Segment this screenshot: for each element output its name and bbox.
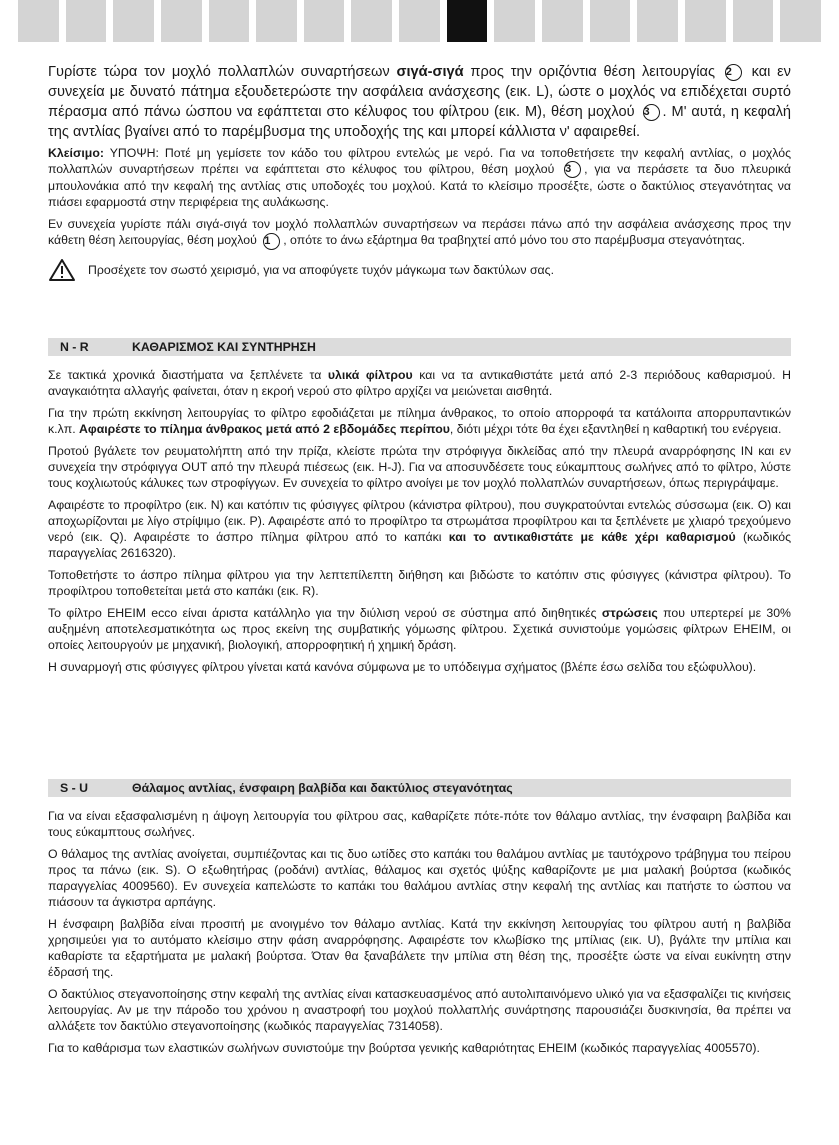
section-code: S - U	[60, 781, 89, 795]
header-tab-active	[447, 0, 488, 42]
warning-notice	[48, 258, 791, 282]
cleaning-section	[48, 367, 791, 681]
header-tab	[542, 0, 583, 42]
closing-paragraph: Κλείσιμο: ΥΠΟΨΗ: Ποτέ μη γεμίσετε τον κάδο του φίλτρου εντελώς με νερό. Για να τοποθετήσετε την κεφαλή αντλίας, ο μοχλός πολλαπλών συναρτήσεων πρέπει να εφάπτεται στο κέλυφος του φίλτρου, θέση μοχλού 3 , για να περάσετε τα δυο πλευρικά μπουλονάκια από την κεφαλή της αντλίας στις υποδοχές του μοχλού. Κατά το κλείσιμο προσέξτε, ώστε ο δακτύλιος στεγανότητας να πιάσει εφαρμοστά στην περιφέρεια της αυλάκωσης.	[48, 146, 791, 210]
warning-text: Προσέχετε τον σωστό χειρισμό, για να αποφύγετε τυχόν μάγκωμα των δακτύλων σας.	[88, 262, 554, 277]
pump-paragraph-1: Για να είναι εξασφαλισμένη η άψογη λειτουργία του φίλτρου σας, καθαρίζετε πότε-πότε τον θάλαμο αντλίας, την ένσφαιρη βαλβίδα και τους εύκαμπτους σωλήνες.	[48, 809, 791, 839]
header-tab	[304, 0, 345, 42]
header-tab	[161, 0, 202, 42]
pump-paragraph-3: Η ένσφαιρη βαλβίδα είναι προσιτή με ανοιγμένο τον θάλαμο αντλίας. Κατά την εκκίνηση λειτουργίας του φίλτρου αυτή η βαλβίδα χρησιμεύει για το αυτόματο κλείσιμο στην φάση αναρρόφησης. Αφαιρέστε τον κλωβίσκο της μπίλιας (εικ. U), βγάλτε την μπίλια και καθαρίστε τα εξαρτήματα με μαλακή βούρτσα. Όταν θα ξαναβάλετε την μπίλια στη θέση της, προσέξτε ώστε να είναι ευκίνητη στην έδρασή της.	[48, 917, 791, 979]
intro-section	[48, 62, 791, 282]
header-tab	[399, 0, 440, 42]
pump-paragraph-5: Για το καθάρισμα των ελαστικών σωλήνων συνιστούμε την βούρτσα γενικής καθαριότητας EHEIM (κωδικός παραγγελίας 4005570).	[48, 1041, 760, 1055]
header-tab	[256, 0, 297, 42]
section-header-pump	[48, 779, 791, 797]
cleaning-paragraph-7: Η συναρμογή στις φύσιγγες φίλτρου γίνεται κατά κανόνα σύμφωνα με το υπόδειγμα σχήματος (βλέπε έσω σελίδα του εξώφυλλου).	[48, 660, 757, 674]
header-tab	[685, 0, 726, 42]
position-3-marker: 3	[564, 161, 581, 178]
header-tab	[494, 0, 535, 42]
header-tab	[66, 0, 107, 42]
header-tab	[351, 0, 392, 42]
pump-section	[48, 808, 791, 1062]
warning-icon	[48, 258, 76, 282]
header-tab	[590, 0, 631, 42]
position-3-marker: 3	[643, 104, 660, 121]
intro-paragraph-1: Γυρίστε τώρα τον μοχλό πολλαπλών συναρτήσεων σιγά-σιγά προς την οριζόντια θέση λειτουργίας 2 και εν συνεχεία με δυνατό πάτημα εξουδετερώστε την ασφάλεια ανάσχεσης (εικ. L), ώστε ο μοχλός να επιδέχεται συρτό πέρασμα από πάνω ώσπου να εφάπτεται στο κέλυφος του φίλτρου (εικ. M), θέση μοχλού 3 . Μ' αυτά, η κεφαλή της αντλίας βγαίνει από το παρέμβυσμα της υποδοχής της και μπορεί κάλλιστα ν' αφαιρεθεί.	[48, 64, 791, 140]
cleaning-paragraph-5: Τοποθετήστε το άσπρο πίλημα φίλτρου για την λεπτεπίλεπτη διήθηση και βιδώστε το κατόπιν στις φύσιγγες (κάνιστρα φίλτρου). Το προφίλτρου τοποθετείται μετά στο καπάκι (εικ. R).	[48, 568, 791, 598]
position-1-marker: 1	[263, 233, 280, 250]
section-header-cleaning	[48, 338, 791, 356]
intro-paragraph-3: Εν συνεχεία γυρίστε πάλι σιγά-σιγά τον μοχλό πολλαπλών συναρτήσεων να περάσει πάνω από την ασφάλεια ανάσχεσης προς την κάθετη θέση λειτουργίας, θέση μοχλού 1 , οπότε το άνω εξάρτημα θα τραβηχτεί από μόνο του στο παρέμβυσμα στεγανότητας.	[48, 216, 791, 249]
pump-paragraph-2: Ο θάλαμος της αντλίας ανοίγεται, συμπιέζοντας και τις δυο ωτίδες στο καπάκι του θαλάμου αντλίας με ταυτόχρονο τράβηγμα του πείρου προς τα πάνω (εικ. S). Ο εξωθητήρας (ροδάνι) αντλίας, θάλαμος και σχετός ψύξης καθαρίζοντε με μια μαλακή βούρτσα (κωδικός παραγγελίας 4009560). Εν συνεχεία καπελώστε το καπάκι του θαλάμου αντλίας στην κεφαλή της αντλίας και πατήστε το ώσπου να πιάσουν τα άγκιστρα αρπάγης.	[48, 847, 791, 909]
section-title: ΚΑΘΑΡΙΣΜΟΣ ΚΑΙ ΣΥΝΤΗΡΗΣΗ	[132, 340, 316, 354]
cleaning-paragraph-6: Το φίλτρο EHEIM ecco είναι άριστα κατάλληλο για την διύλιση νερού σε σύστημα από διηθητικές στρώσεις που υπερτερεί με 30% αυξημένη αποτελεσματικότητα ως προς εκείνη της συμβατικής γόμωσης φίλτρου. Σχετικά συνιστούμε γομώσεις φίλτρων EHEIM, οι οποίες λειτουργούν με μηχανική, βιολογική, απορροφητική ή χημική δράση.	[48, 606, 791, 652]
section-code: N - R	[60, 340, 89, 354]
cleaning-paragraph-3: Προτού βγάλετε τον ρευματολήπτη από την πρίζα, κλείστε πρώτα την στρόφιγγα δικλείδας από την πλευρά αναρρόφησης IN και εν συνεχεία την στρόφιγγα OUT από την πλευρά πιέσεως (εικ. H-J). Για να αποσυνδέσετε τους εύκαμπτους σωλήνες από το φίλτρο, λύστε τους κοχλιωτούς κάλυκες των στροφίγγων. Εν συνεχεία το φίλτρο ανοίγει με τον μοχλό πολλαπλών συναρτήσεων, όπως περιγράψαμε.	[48, 444, 791, 490]
header-tab	[780, 0, 821, 42]
cleaning-paragraph-1: Σε τακτικά χρονικά διαστήματα να ξεπλένετε τα υλικά φίλτρου και να τα αντικαθιστάτε μετά από 2-3 περιόδους καθαρισμού. Η αναγκαιότητα αλλαγής φαίνεται, όταν η εκροή νερού στο φίλτρο αρχίζει να μειώνεται αισθητά.	[48, 368, 791, 398]
cleaning-paragraph-2: Για την πρώτη εκκίνηση λειτουργίας το φίλτρο εφοδιάζεται με πίλημα άνθρακος, το οποίο απορροφά τα κατάλοιπα απορρυπαντικών κ.λπ. Αφαιρέστε το πίλημα άνθρακος μετά από 2 εβδομάδες περίπου, διότι μέχρι τότε θα έχει εξαντληθεί η καθαρτική του ενέργεια.	[48, 406, 791, 436]
pump-paragraph-4: Ο δακτύλιος στεγανοποίησης στην κεφαλή της αντλίας είναι κατασκευασμένος από αυτολιπαινόμενο υλικό για να εξασφαλίζει τις κινήσεις λειτουργίας. Αν με την πάροδο του χρόνου η αναστροφή του μοχλού πολλαπλής συνάρτησης παρουσιάζει δυσκινησία, θα πρέπει να αλλάξετε τον δακτύλιο στεγανοποίησης (κωδικός παραγγελίας 7314058).	[48, 987, 791, 1033]
cleaning-paragraph-4: Αφαιρέστε το προφίλτρο (εικ. N) και κατόπιν τις φύσιγγες φίλτρου (κάνιστρα φίλτρου), που συγκρατούνται εντελώς σύσσωμα (εικ. O) και αποχωρίζονται με λίγο στρίψιμο (εικ. P). Αφαιρέστε από το προφίλτρο τα στρωμάτσα προφίλτρου και τα ξεπλένετε με χλιαρό τρεχούμενο νερό (εικ. Q). Αφαιρέστε το άσπρο πίλημα φίλτρου από το καπάκι και το αντικαθιστάτε με κάθε χέρι καθαρισμού (κωδικός παραγγελίας 2616320).	[48, 498, 791, 560]
header-tab	[113, 0, 154, 42]
header-tab	[18, 0, 59, 42]
header-tab	[209, 0, 250, 42]
header-tab	[733, 0, 774, 42]
header-tab	[637, 0, 678, 42]
position-2-marker: 2	[725, 64, 742, 81]
header-tab-strip	[18, 0, 821, 42]
section-title: Θάλαμος αντλίας, ένσφαιρη βαλβίδα και δακτύλιος στεγανότητας	[132, 781, 513, 795]
